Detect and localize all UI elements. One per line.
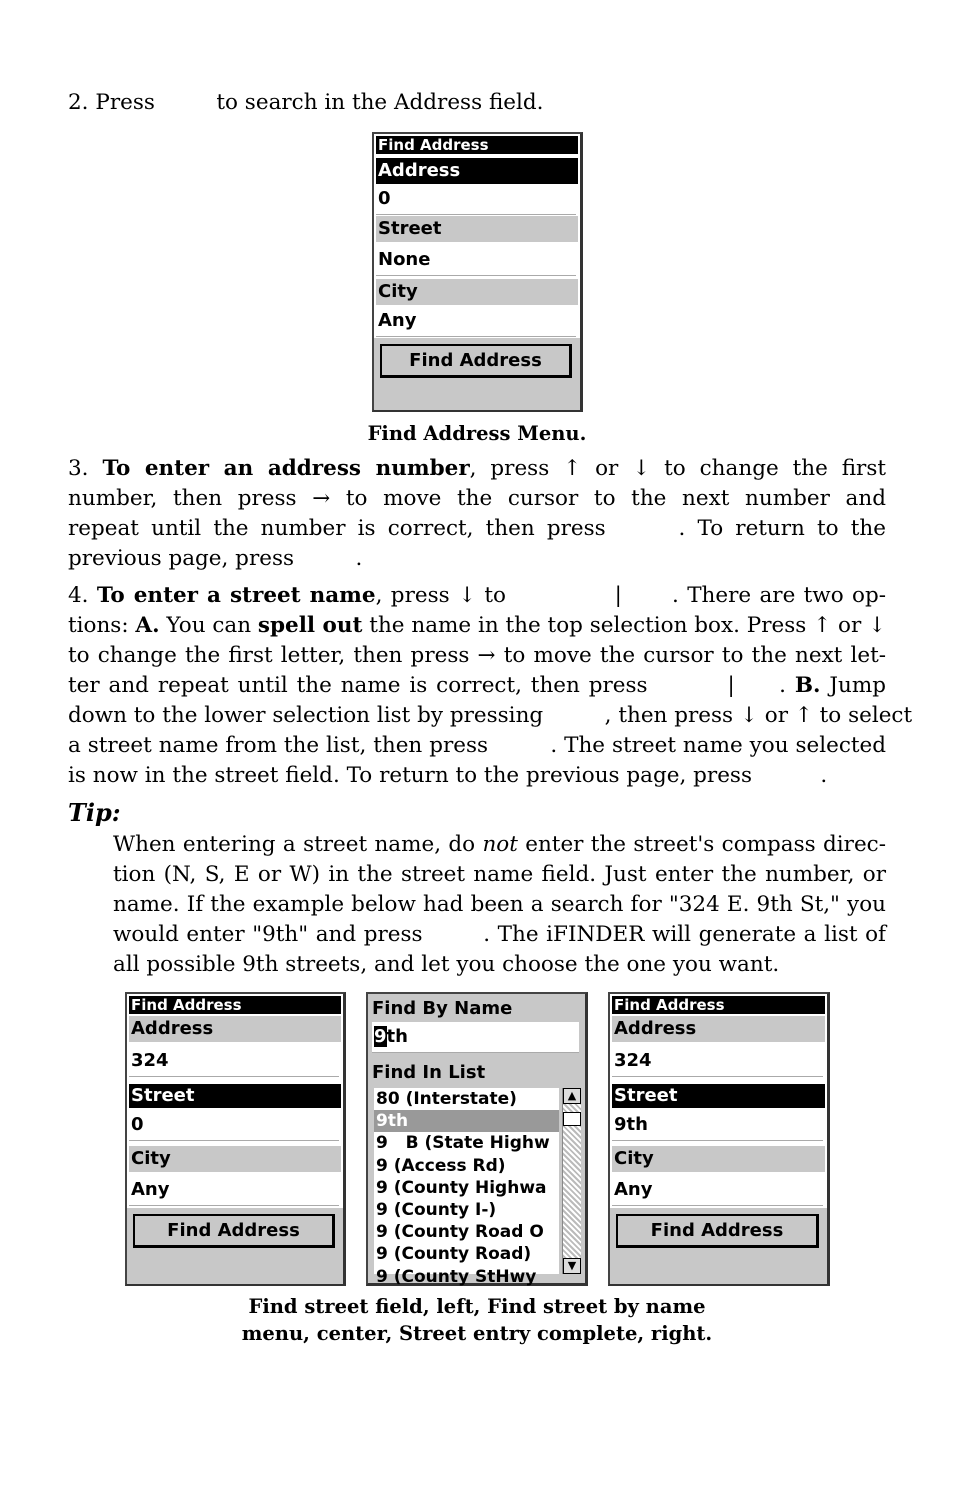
city-field[interactable]: Any — [612, 1175, 823, 1206]
address-label: Address — [129, 1016, 341, 1042]
city-field[interactable]: Any — [129, 1175, 339, 1206]
street-field[interactable]: 9th — [612, 1110, 823, 1141]
list-item[interactable]: 9 (County Road) — [376, 1244, 532, 1265]
find-address-button[interactable]: Find Address — [133, 1214, 335, 1248]
scroll-up-icon[interactable]: ▲ — [563, 1088, 581, 1104]
list-item[interactable]: 9th — [374, 1110, 559, 1132]
address-label[interactable]: Address — [376, 158, 578, 184]
street-field[interactable]: 0 — [129, 1110, 339, 1141]
street-label[interactable]: Street — [129, 1084, 341, 1108]
screen-title: Find Address — [376, 136, 578, 154]
street-entry-complete-screen — [608, 992, 830, 1286]
address-label: Address — [612, 1016, 825, 1042]
tip-text: When entering a street name, do not enter the street's compass direc- tion (N, S, E or W) in the street name field. Just enter the number, or name. If the example below had been a search for "324 E. 9th St," you would enter "9th" and press . The iFINDER will generate a list of all possible 9th streets, and let you choose the one you want. — [113, 832, 886, 977]
find-by-name-label: Find By Name — [370, 996, 583, 1022]
address-field[interactable]: 324 — [129, 1046, 339, 1077]
find-street-field-screen — [125, 992, 346, 1286]
step-4-text: 4. To enter a street name, press ↓ to | . There are two op- tions: A. You can spell out the name in the top selection box. Press ↑ or ↓ to change the first letter, then press → to move the cursor to the next let- ter and repeat until the name is correct, then press | . B. Jump down to the lower selection list by pressing , then press ↓ or ↑ to select a street name from the list, then press . The street name you selected is now in the street field. To return to the previous page, press . — [68, 583, 913, 788]
list-item[interactable]: 9 (County StHwy — [376, 1266, 537, 1287]
address-field[interactable]: 324 — [612, 1046, 823, 1077]
city-label: City — [376, 279, 578, 305]
list-item[interactable]: 9 (County Road O — [376, 1222, 544, 1243]
street-label: Street — [376, 216, 578, 242]
step-2-text: 2. Press to search in the Address field. — [68, 90, 544, 115]
scrollbar[interactable] — [562, 1088, 581, 1274]
find-in-list-label: Find In List — [370, 1060, 583, 1086]
find-address-button[interactable]: Find Address — [616, 1214, 819, 1248]
find-address-button[interactable]: Find Address — [380, 344, 572, 378]
scroll-thumb[interactable] — [563, 1112, 581, 1126]
screens-caption: Find street field, left, Find street by name menu, center, Street entry complete, right. — [241, 1295, 713, 1345]
list-item[interactable]: 80 (Interstate) — [376, 1089, 517, 1109]
name-input[interactable]: 9th — [372, 1022, 579, 1053]
street-field[interactable]: None — [376, 245, 576, 276]
city-label: City — [129, 1146, 341, 1172]
list-item[interactable]: 9 (County Highwa — [376, 1177, 547, 1198]
step-3-text: 3. To enter an address number, press ↑ or ↓ to change the first number, then press → to move the cursor to the next number and repeat until the number is correct, then press . To return to the previous page, press . — [68, 456, 887, 571]
menu-caption: Find Address Menu. — [367, 422, 587, 445]
street-list[interactable] — [374, 1088, 559, 1287]
city-label: City — [612, 1146, 825, 1172]
city-field[interactable]: Any — [376, 306, 576, 337]
screen-title: Find Address — [129, 996, 341, 1014]
tip-heading: Tip: — [68, 798, 121, 827]
list-item[interactable]: 9 (County I-) — [376, 1200, 497, 1221]
find-address-menu-screen — [372, 132, 583, 412]
street-label[interactable]: Street — [612, 1084, 825, 1108]
screen-title: Find Address — [612, 996, 825, 1014]
list-item[interactable]: 9 B (State Highw — [376, 1133, 550, 1154]
scroll-down-icon[interactable]: ▼ — [563, 1258, 581, 1274]
address-field[interactable]: 0 — [376, 184, 576, 215]
text-cursor: 9 — [374, 1026, 387, 1047]
list-item[interactable]: 9 (Access Rd) — [376, 1155, 506, 1176]
find-by-name-screen — [366, 992, 588, 1286]
